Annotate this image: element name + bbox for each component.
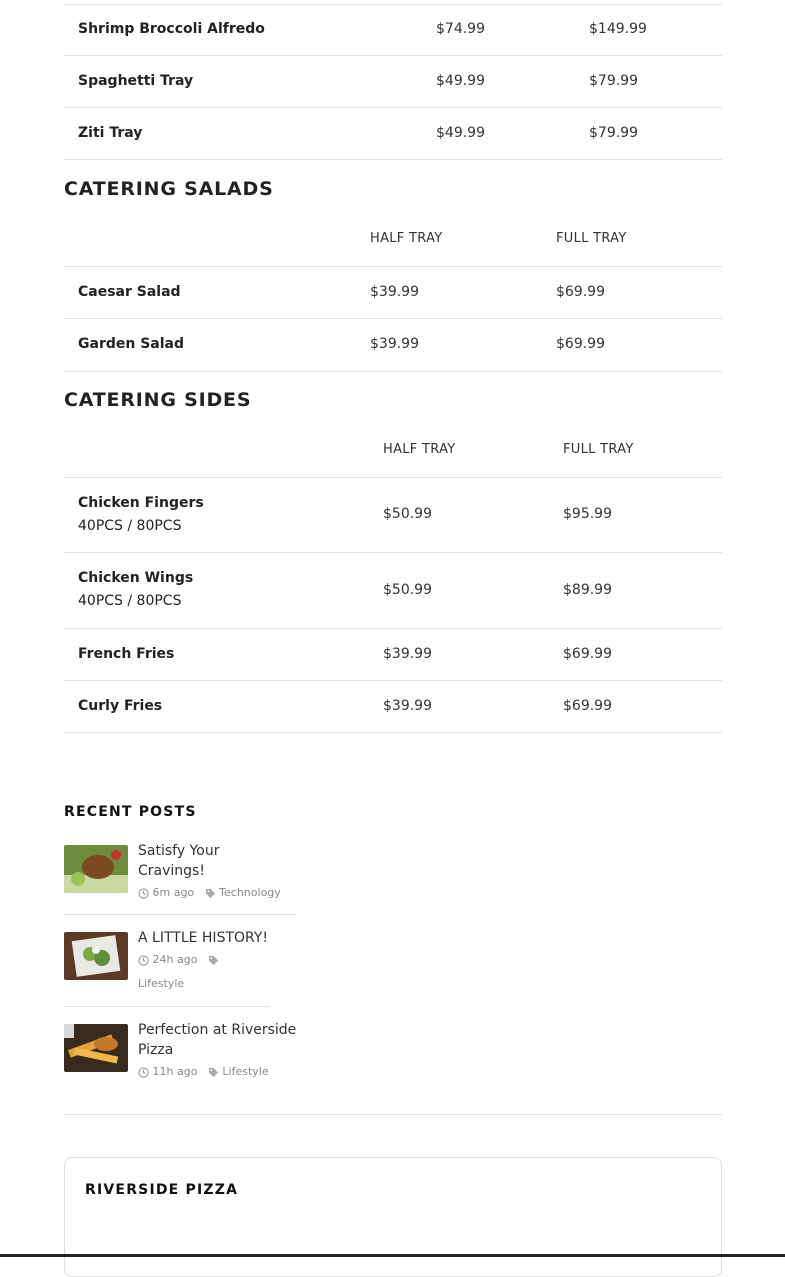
post-title-line: Satisfy Your bbox=[138, 843, 220, 859]
half-tray-price: $39.99 bbox=[383, 698, 432, 714]
half-tray-price: $49.99 bbox=[436, 125, 485, 141]
pasta-table bbox=[64, 4, 722, 160]
table-header bbox=[64, 424, 722, 478]
col-half-tray: HALF TRAY bbox=[383, 442, 456, 457]
post-meta bbox=[138, 1060, 269, 1084]
post-time: 11h ago bbox=[152, 1065, 198, 1078]
recent-post-item bbox=[64, 1024, 314, 1084]
half-tray-price: $39.99 bbox=[370, 284, 419, 300]
table-row bbox=[64, 108, 722, 160]
full-tray-price: $69.99 bbox=[563, 698, 612, 714]
post-title-line: Perfection at Riverside bbox=[138, 1022, 297, 1038]
item-name: Chicken Wings bbox=[78, 570, 194, 586]
full-tray-price: $79.99 bbox=[589, 125, 638, 141]
full-tray-price: $149.99 bbox=[589, 21, 647, 37]
section-title-sides: CATERING SIDES bbox=[64, 389, 252, 411]
item-name: Curly Fries bbox=[78, 698, 163, 714]
post-title-line: Cravings! bbox=[138, 863, 205, 879]
full-tray-price: $69.99 bbox=[556, 336, 605, 352]
full-tray-price: $89.99 bbox=[563, 582, 612, 598]
table-row bbox=[64, 478, 722, 553]
item-quantity: 40PCS / 80PCS bbox=[78, 518, 182, 534]
clock-icon bbox=[138, 955, 149, 966]
item-name: Spaghetti Tray bbox=[78, 73, 194, 89]
item-name: Chicken Fingers bbox=[78, 495, 204, 511]
table-header bbox=[64, 213, 722, 267]
clock-icon bbox=[138, 1067, 149, 1078]
full-tray-price: $69.99 bbox=[556, 284, 605, 300]
recent-post-item bbox=[64, 845, 304, 905]
post-thumbnail[interactable] bbox=[64, 932, 128, 980]
post-thumbnail-image bbox=[64, 932, 128, 980]
table-row bbox=[64, 319, 722, 372]
post-thumbnail-image bbox=[64, 1024, 128, 1072]
col-half-tray: HALF TRAY bbox=[370, 231, 443, 246]
sides-table bbox=[64, 424, 722, 733]
table-row bbox=[64, 553, 722, 629]
post-thumbnail[interactable] bbox=[64, 845, 128, 893]
post-thumbnail-image bbox=[64, 845, 128, 893]
clock-icon bbox=[138, 888, 149, 899]
half-tray-price: $74.99 bbox=[436, 21, 485, 37]
table-row bbox=[64, 267, 722, 319]
item-name: Garden Salad bbox=[78, 336, 184, 352]
footer-widget-title: RIVERSIDE PIZZA bbox=[85, 1182, 239, 1198]
salads-table bbox=[64, 213, 722, 372]
half-tray-price: $39.99 bbox=[383, 646, 432, 662]
recent-posts-title: RECENT POSTS bbox=[64, 804, 197, 820]
section-title-salads: CATERING SALADS bbox=[64, 178, 274, 200]
full-tray-price: $95.99 bbox=[563, 506, 612, 522]
half-tray-price: $49.99 bbox=[436, 73, 485, 89]
post-category-link[interactable]: Technology bbox=[219, 886, 281, 899]
table-row bbox=[64, 629, 722, 681]
tag-icon bbox=[208, 1067, 219, 1078]
post-category-link[interactable]: Lifestyle bbox=[222, 1065, 269, 1078]
item-quantity: 40PCS / 80PCS bbox=[78, 593, 182, 609]
table-row bbox=[64, 681, 722, 733]
post-time: 6m ago bbox=[152, 886, 195, 899]
post-thumbnail[interactable] bbox=[64, 1024, 128, 1072]
footer-widget-box bbox=[64, 1157, 722, 1277]
post-divider bbox=[64, 914, 296, 915]
post-meta bbox=[138, 881, 281, 905]
item-name: French Fries bbox=[78, 646, 175, 662]
post-category-link[interactable]: Lifestyle bbox=[138, 977, 185, 990]
post-title-line: Pizza bbox=[138, 1042, 174, 1058]
col-full-tray: FULL TRAY bbox=[556, 231, 627, 246]
col-full-tray: FULL TRAY bbox=[563, 442, 634, 457]
item-name: Caesar Salad bbox=[78, 284, 181, 300]
post-time: 24h ago bbox=[152, 953, 198, 966]
full-tray-price: $69.99 bbox=[563, 646, 612, 662]
post-meta bbox=[138, 948, 238, 996]
half-tray-price: $39.99 bbox=[370, 336, 419, 352]
full-tray-price: $79.99 bbox=[589, 73, 638, 89]
tag-icon bbox=[208, 955, 219, 966]
post-title-line: A LITTLE HISTORY! bbox=[138, 930, 269, 946]
table-row bbox=[64, 4, 722, 56]
recent-post-item bbox=[64, 932, 304, 996]
post-divider bbox=[64, 1006, 270, 1007]
item-name: Ziti Tray bbox=[78, 125, 143, 141]
half-tray-price: $50.99 bbox=[383, 506, 432, 522]
widget-area-divider bbox=[64, 1114, 722, 1115]
table-row bbox=[64, 56, 722, 108]
post-title-link[interactable] bbox=[138, 928, 268, 948]
post-title-link[interactable] bbox=[138, 1020, 296, 1060]
item-name: Shrimp Broccoli Alfredo bbox=[78, 21, 265, 37]
half-tray-price: $50.99 bbox=[383, 582, 432, 598]
tag-icon bbox=[205, 888, 216, 899]
post-title-link[interactable] bbox=[138, 841, 219, 881]
